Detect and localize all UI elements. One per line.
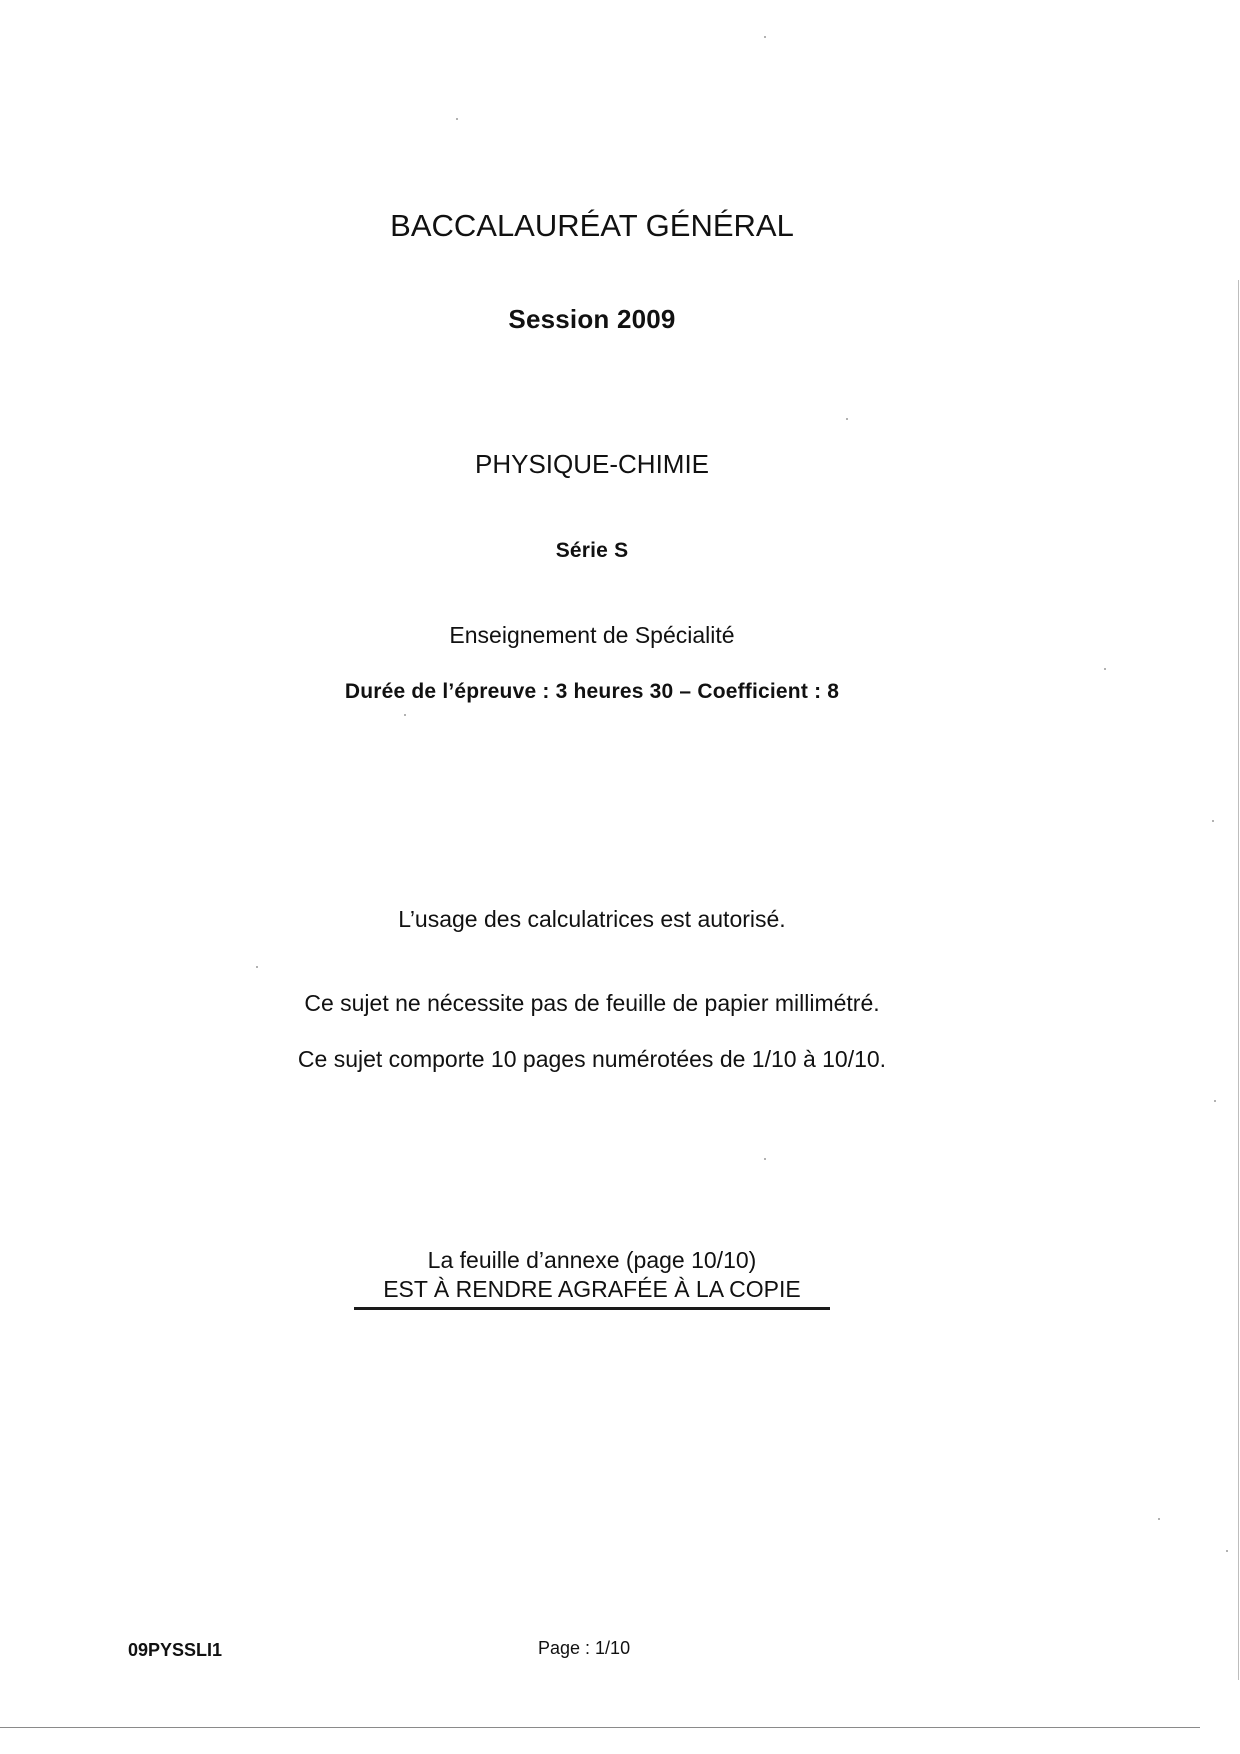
bottom-edge-line	[0, 1727, 1200, 1728]
scan-speck	[1212, 820, 1214, 822]
graph-paper-notice: Ce sujet ne nécessite pas de feuille de papier millimétré.	[304, 990, 880, 1016]
scan-speck	[764, 36, 766, 38]
scan-speck	[1226, 1550, 1228, 1552]
scan-speck	[404, 714, 406, 716]
scan-right-edge	[1238, 280, 1239, 1680]
annex-notice-line2: EST À RENDRE AGRAFÉE À LA COPIE	[383, 1276, 801, 1302]
enseignement-label: Enseignement de Spécialité	[449, 622, 735, 648]
subject-name: PHYSIQUE-CHIMIE	[474, 449, 710, 479]
footer-exam-code: 09PYSSLI1	[128, 1640, 223, 1660]
annex-notice-line1: La feuille d’annexe (page 10/10)	[427, 1247, 757, 1273]
footer-page-number: Page : 1/10	[538, 1638, 631, 1658]
exam-title: BACCALAURÉAT GÉNÉRAL	[390, 208, 794, 243]
scan-speck	[846, 418, 848, 420]
scan-speck	[1214, 1100, 1216, 1102]
scan-speck	[764, 1158, 766, 1160]
serie-label: Série S	[555, 539, 629, 562]
annex-underline	[354, 1307, 830, 1310]
page-count-notice: Ce sujet comporte 10 pages numérotées de 1/10 à 10/10.	[297, 1046, 887, 1072]
session-year: Session 2009	[508, 304, 676, 334]
scan-speck	[1104, 668, 1106, 670]
scan-speck	[256, 966, 258, 968]
scan-speck	[1158, 1518, 1160, 1520]
calculator-notice: L’usage des calculatrices est autorisé.	[398, 906, 786, 932]
scan-speck	[456, 118, 458, 120]
duration-coefficient: Durée de l’épreuve : 3 heures 30 – Coefficient : 8	[344, 680, 840, 703]
